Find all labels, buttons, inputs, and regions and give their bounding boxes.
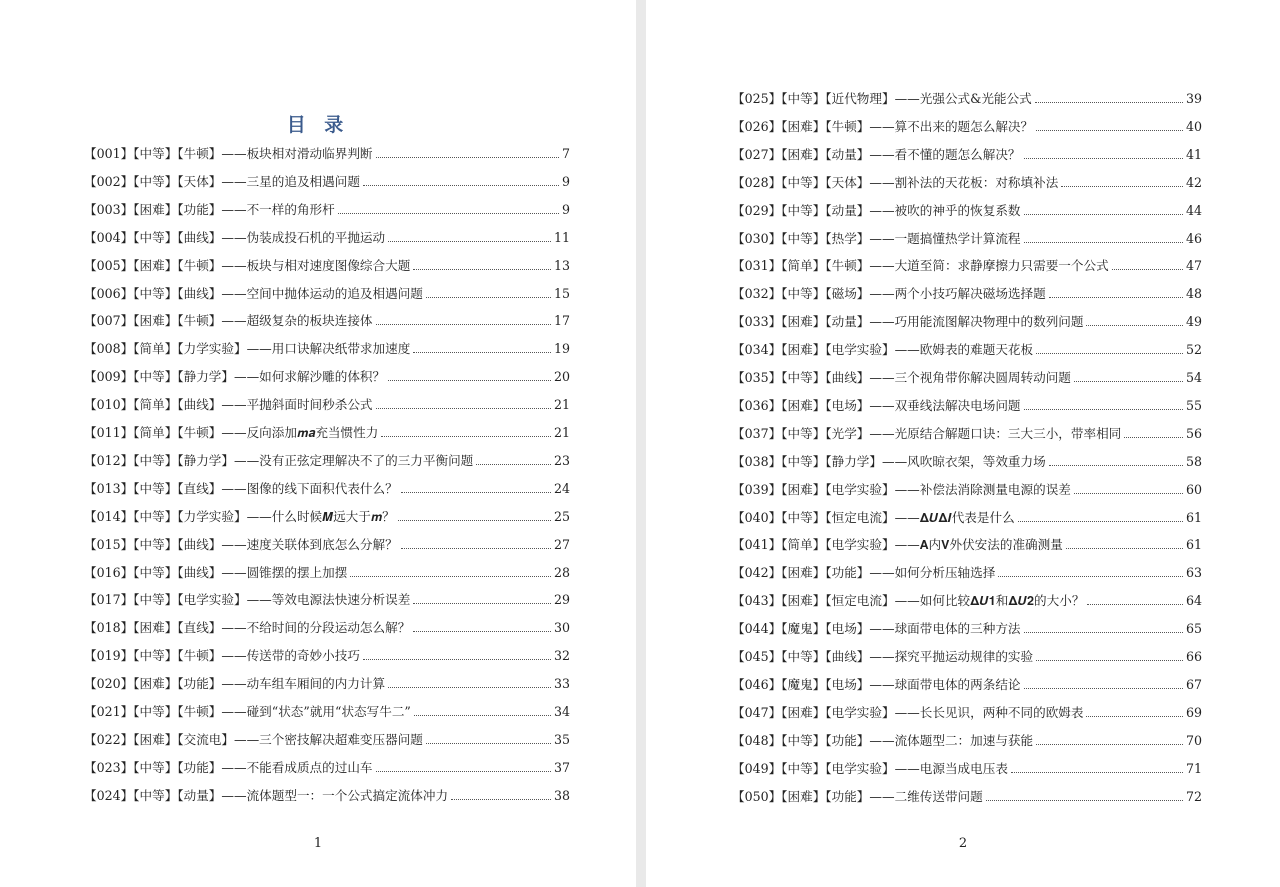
toc-entry-page: 7 [561,146,570,161]
toc-entry-title: 【010】【简单】【曲线】——平抛斜面时间秒杀公式 [84,397,373,413]
toc-entry-title: 【030】【中等】【热学】——一题搞懂热学计算流程 [732,230,1021,246]
dot-leader [1061,185,1183,187]
toc-entry[interactable] [84,285,570,303]
dot-leader [388,686,551,688]
dot-leader [1024,408,1183,410]
toc-entry[interactable] [732,481,1202,499]
toc-entry-page: 23 [553,452,570,468]
toc-entry[interactable] [732,676,1202,694]
toc-entry[interactable] [732,509,1202,527]
toc-entry-page: 24 [553,480,570,496]
toc-entry[interactable] [84,368,570,386]
toc-entry[interactable] [732,285,1202,303]
toc-entry[interactable] [84,424,570,442]
toc-entry-page: 49 [1185,314,1202,330]
toc-entry-page: 25 [553,508,570,524]
toc-entry-title: 【002】【中等】【天体】——三星的追及相遇问题 [84,173,360,189]
toc-entry-title: 【004】【中等】【曲线】——伪装成投石机的平抛运动 [84,229,386,245]
dot-leader [1024,241,1183,243]
toc-entry-page: 32 [553,648,570,664]
toc-entry-page: 61 [1185,537,1202,553]
toc-entry-title: 【028】【中等】【天体】——割补法的天花板：对称填补法 [732,174,1059,190]
toc-entry-title: 【043】【困难】【恒定电流】——如何比较𝚫𝑼𝟏和𝚫𝑼𝟐的大小？ [732,593,1085,609]
toc-entry-page: 21 [553,397,570,413]
toc-entry-page: 56 [1185,425,1202,441]
toc-entry[interactable] [84,173,570,191]
toc-entry[interactable] [84,759,570,777]
toc-entry-title: 【026】【困难】【牛顿】——算不出来的题怎么解决？ [732,118,1034,134]
toc-title: 目 录 [286,114,350,136]
toc-entry-page: 46 [1185,230,1202,246]
toc-entry-title: 【040】【中等】【恒定电流】——𝚫𝑼𝚫𝑰代表是什么 [732,509,1015,525]
dot-leader [1035,101,1183,103]
toc-entry-title: 【009】【中等】【静力学】——如何求解沙雕的体积？ [84,369,386,385]
dot-leader [1074,380,1183,382]
toc-entry[interactable] [84,145,570,163]
toc-entry-title: 【013】【中等】【直线】——图像的线下面积代表什么？ [84,480,398,496]
toc-entry-title: 【033】【困难】【动量】——巧用能流图解决物理中的数列问题 [732,314,1084,330]
toc-entry[interactable] [732,90,1202,108]
toc-entry-page: 71 [1185,760,1202,776]
toc-entry[interactable] [732,369,1202,387]
toc-entry[interactable] [84,536,570,554]
toc-entry-title: 【016】【中等】【曲线】——圆锥摆的摆上加摆 [84,564,348,580]
toc-entry-page: 66 [1185,649,1202,664]
dot-leader [1024,687,1183,689]
toc-entry-title: 【029】【中等】【动量】——被吹的神乎的恢复系数 [732,202,1021,218]
document-page-1 [0,0,636,887]
toc-entry[interactable] [732,536,1202,554]
toc-entry-title: 【034】【困难】【电学实验】——欧姆表的难题天花板 [732,342,1034,358]
dot-leader [363,658,551,660]
dot-leader [363,184,559,186]
toc-entry-page: 44 [1185,202,1202,218]
toc-entry[interactable] [732,313,1202,331]
toc-entry-page: 19 [553,341,570,357]
toc-entry[interactable] [732,341,1202,359]
dot-leader [1018,520,1183,522]
document-page-2 [646,0,1280,887]
toc-entry[interactable] [84,787,570,805]
toc-entry-page: 64 [1185,593,1202,609]
dot-leader [1024,631,1183,633]
dot-leader [986,799,1183,801]
toc-entry-title: 【005】【困难】【牛顿】——板块与相对速度图像综合大题 [84,257,411,273]
toc-entry-page: 58 [1185,453,1202,469]
toc-entry-title: 【006】【中等】【曲线】——空间中抛体运动的追及相遇问题 [84,285,423,301]
toc-entry[interactable] [732,788,1202,806]
toc-entry-page: 39 [1185,91,1202,106]
toc-entry-title: 【046】【魔鬼】【电场】——球面带电体的两条结论 [732,676,1021,692]
dot-leader [1036,659,1183,661]
dot-leader [401,491,551,493]
toc-entry-page: 30 [553,620,570,636]
dot-leader [376,156,559,158]
dot-leader [1049,296,1183,298]
toc-entry[interactable] [84,396,570,414]
toc-entry[interactable] [84,340,570,358]
toc-entry-page: 27 [553,536,570,552]
toc-entry[interactable] [84,564,570,582]
toc-entry-title: 【031】【简单】【牛顿】——大道至简：求静摩擦力只需要一个公式 [732,258,1109,274]
toc-entry-title: 【001】【中等】【牛顿】——板块相对滑动临界判断 [84,146,373,161]
dot-leader [426,742,551,744]
toc-entry[interactable] [84,257,570,275]
toc-entry[interactable] [732,453,1202,471]
toc-entry[interactable] [84,312,570,330]
dot-leader [1124,436,1183,438]
toc-entry-title: 【037】【中等】【光学】——光原结合解题口诀：三大三小，带率相同 [732,425,1122,441]
dot-leader [398,519,551,521]
toc-entry-title: 【025】【中等】【近代物理】——光强公式&光能公式 [732,91,1032,106]
toc-entry-title: 【036】【困难】【电场】——双垂线法解决电场问题 [732,397,1021,413]
dot-leader [426,296,551,298]
toc-entry-title: 【048】【中等】【功能】——流体题型二：加速与获能 [732,732,1034,748]
toc-entry-page: 28 [553,564,570,580]
toc-entry-title: 【003】【困难】【功能】——不一样的角形杆 [84,201,335,217]
dot-leader [1112,268,1183,270]
toc-entry-title: 【012】【中等】【静力学】——没有正弦定理解决不了的三力平衡问题 [84,452,474,468]
toc-entry-title: 【018】【困难】【直线】——不给时间的分段运动怎么解？ [84,620,411,636]
toc-entry-page: 34 [553,704,570,719]
toc-entry[interactable] [732,732,1202,750]
toc-entry[interactable] [84,703,570,721]
toc-entry-title: 【049】【中等】【电学实验】——电源当成电压表 [732,760,1008,776]
toc-entry-title: 【020】【困难】【功能】——动车组车厢间的内力计算 [84,676,386,692]
dot-leader [414,714,551,716]
dot-leader [1036,352,1183,354]
toc-entry-page: 20 [553,369,570,385]
dot-leader [338,212,559,214]
dot-leader [413,268,551,270]
toc-entry-title: 【035】【中等】【曲线】——三个视角带你解决圆周转动问题 [732,370,1071,385]
toc-entry-title: 【008】【简单】【力学实验】——用口诀解决纸带求加速度 [84,341,411,357]
dot-leader [376,770,551,772]
toc-entry[interactable] [732,425,1202,443]
toc-entry-title: 【011】【简单】【牛顿】——反向添加𝒎𝒂充当惯性力 [84,425,379,440]
toc-entry[interactable] [732,118,1202,136]
toc-entry-page: 38 [553,787,570,803]
toc-entry-title: 【038】【中等】【静力学】——风吹晾衣架，等效重力场 [732,453,1046,469]
toc-entry[interactable] [732,202,1202,220]
dot-leader [413,630,551,632]
toc-entry-title: 【021】【中等】【牛顿】——碰到“状态”就用“状态写牛二” [84,704,411,719]
dot-leader [1036,129,1183,131]
toc-entry[interactable] [732,174,1202,192]
dot-leader [376,323,551,325]
toc-entry[interactable] [84,591,570,609]
toc-entry[interactable] [732,760,1202,778]
toc-entry[interactable] [84,731,570,749]
dot-leader [388,379,551,381]
toc-entry-title: 【024】【中等】【动量】——流体题型一：一个公式搞定流体冲力 [84,787,449,803]
toc-entry[interactable] [84,647,570,665]
toc-entry-page: 69 [1185,704,1202,720]
page-number: 1 [313,836,323,851]
page-number: 2 [958,836,968,851]
dot-leader [1024,213,1183,215]
toc-entry[interactable] [732,564,1202,582]
toc-entry-title: 【022】【困难】【交流电】——三个密技解决超难变压器问题 [84,731,423,747]
toc-entry-page: 55 [1185,397,1202,413]
dot-leader [476,463,551,465]
toc-entry-page: 9 [561,173,570,189]
toc-entry-title: 【017】【中等】【电学实验】——等效电源法快速分析误差 [84,592,411,608]
toc-entry-title: 【019】【中等】【牛顿】——传送带的奇妙小技巧 [84,648,360,664]
toc-entry[interactable] [732,397,1202,415]
toc-entry[interactable] [732,592,1202,610]
toc-entry-page: 42 [1185,174,1202,190]
toc-entry-page: 33 [553,676,570,692]
toc-entry-page: 35 [553,731,570,747]
dot-leader [388,240,551,242]
dot-leader [998,575,1183,577]
toc-entry-title: 【039】【困难】【电学实验】——补偿法消除测量电源的误差 [732,481,1071,497]
toc-entry[interactable] [84,452,570,470]
toc-entry-page: 9 [561,201,570,217]
toc-entry[interactable] [732,257,1202,275]
toc-entry-title: 【007】【困难】【牛顿】——超级复杂的板块连接体 [84,313,373,329]
toc-entry-page: 60 [1185,481,1202,497]
toc-entry-title: 【015】【中等】【曲线】——速度关联体到底怎么分解？ [84,536,398,552]
toc-entry[interactable] [84,480,570,498]
toc-entry-title: 【041】【简单】【电学实验】——𝐀内𝐕外伏安法的准确测量 [732,537,1063,553]
toc-entry-page: 63 [1185,565,1202,581]
toc-entry-page: 17 [553,313,570,329]
toc-entry-page: 72 [1185,788,1202,804]
toc-entry-title: 【023】【中等】【功能】——不能看成质点的过山车 [84,759,373,775]
toc-entry-page: 41 [1185,146,1202,162]
dot-leader [376,407,551,409]
dot-leader [1087,603,1183,605]
dot-leader [1036,743,1183,745]
toc-entry-page: 11 [553,229,570,245]
toc-entry-page: 61 [1185,509,1202,525]
dot-leader [1074,492,1183,494]
toc-entry[interactable] [84,229,570,247]
toc-entry-page: 48 [1185,286,1202,302]
toc-entry-page: 29 [553,592,570,608]
toc-entry[interactable] [84,619,570,637]
toc-entry-title: 【047】【困难】【电学实验】——长长见识，两种不同的欧姆表 [732,704,1084,720]
dot-leader [401,547,551,549]
toc-entry-title: 【014】【中等】【力学实验】——什么时候𝑴远大于𝒎？ [84,508,395,524]
toc-entry[interactable] [84,508,570,526]
toc-entry-page: 21 [553,425,570,440]
toc-entry-page: 40 [1185,118,1202,134]
dot-leader [1049,464,1183,466]
toc-entry[interactable] [732,704,1202,722]
dot-leader [350,575,551,577]
toc-entry-title: 【044】【魔鬼】【电场】——球面带电体的三种方法 [732,621,1021,637]
toc-entry[interactable] [732,230,1202,248]
dot-leader [1086,324,1182,326]
toc-entry[interactable] [84,675,570,693]
toc-entry-title: 【027】【困难】【动量】——看不懂的题怎么解决？ [732,146,1021,162]
toc-entry-title: 【032】【中等】【磁场】——两个小技巧解决磁场选择题 [732,286,1046,302]
toc-entry-page: 13 [553,257,570,273]
toc-entry-title: 【045】【中等】【曲线】——探究平抛运动规律的实验 [732,649,1034,664]
toc-entry-page: 67 [1185,676,1202,692]
toc-entry-page: 54 [1185,370,1202,385]
dot-leader [451,798,551,800]
dot-leader [413,351,551,353]
dot-leader [1066,547,1183,549]
toc-entry-title: 【050】【困难】【功能】——二维传送带问题 [732,788,983,804]
toc-entry[interactable] [732,146,1202,164]
toc-entry-page: 70 [1185,732,1202,748]
dot-leader [381,435,551,437]
toc-entry-page: 52 [1185,342,1202,358]
toc-entry[interactable] [732,648,1202,666]
dot-leader [413,602,551,604]
toc-entry-page: 65 [1185,621,1202,637]
dot-leader [1011,771,1183,773]
toc-entry-page: 15 [553,285,570,301]
dot-leader [1024,157,1183,159]
toc-entry[interactable] [732,620,1202,638]
toc-entry-page: 47 [1185,258,1202,274]
toc-entry[interactable] [84,201,570,219]
toc-entry-title: 【042】【困难】【功能】——如何分析压轴选择 [732,565,996,581]
toc-entry-page: 37 [553,759,570,775]
dot-leader [1086,715,1182,717]
